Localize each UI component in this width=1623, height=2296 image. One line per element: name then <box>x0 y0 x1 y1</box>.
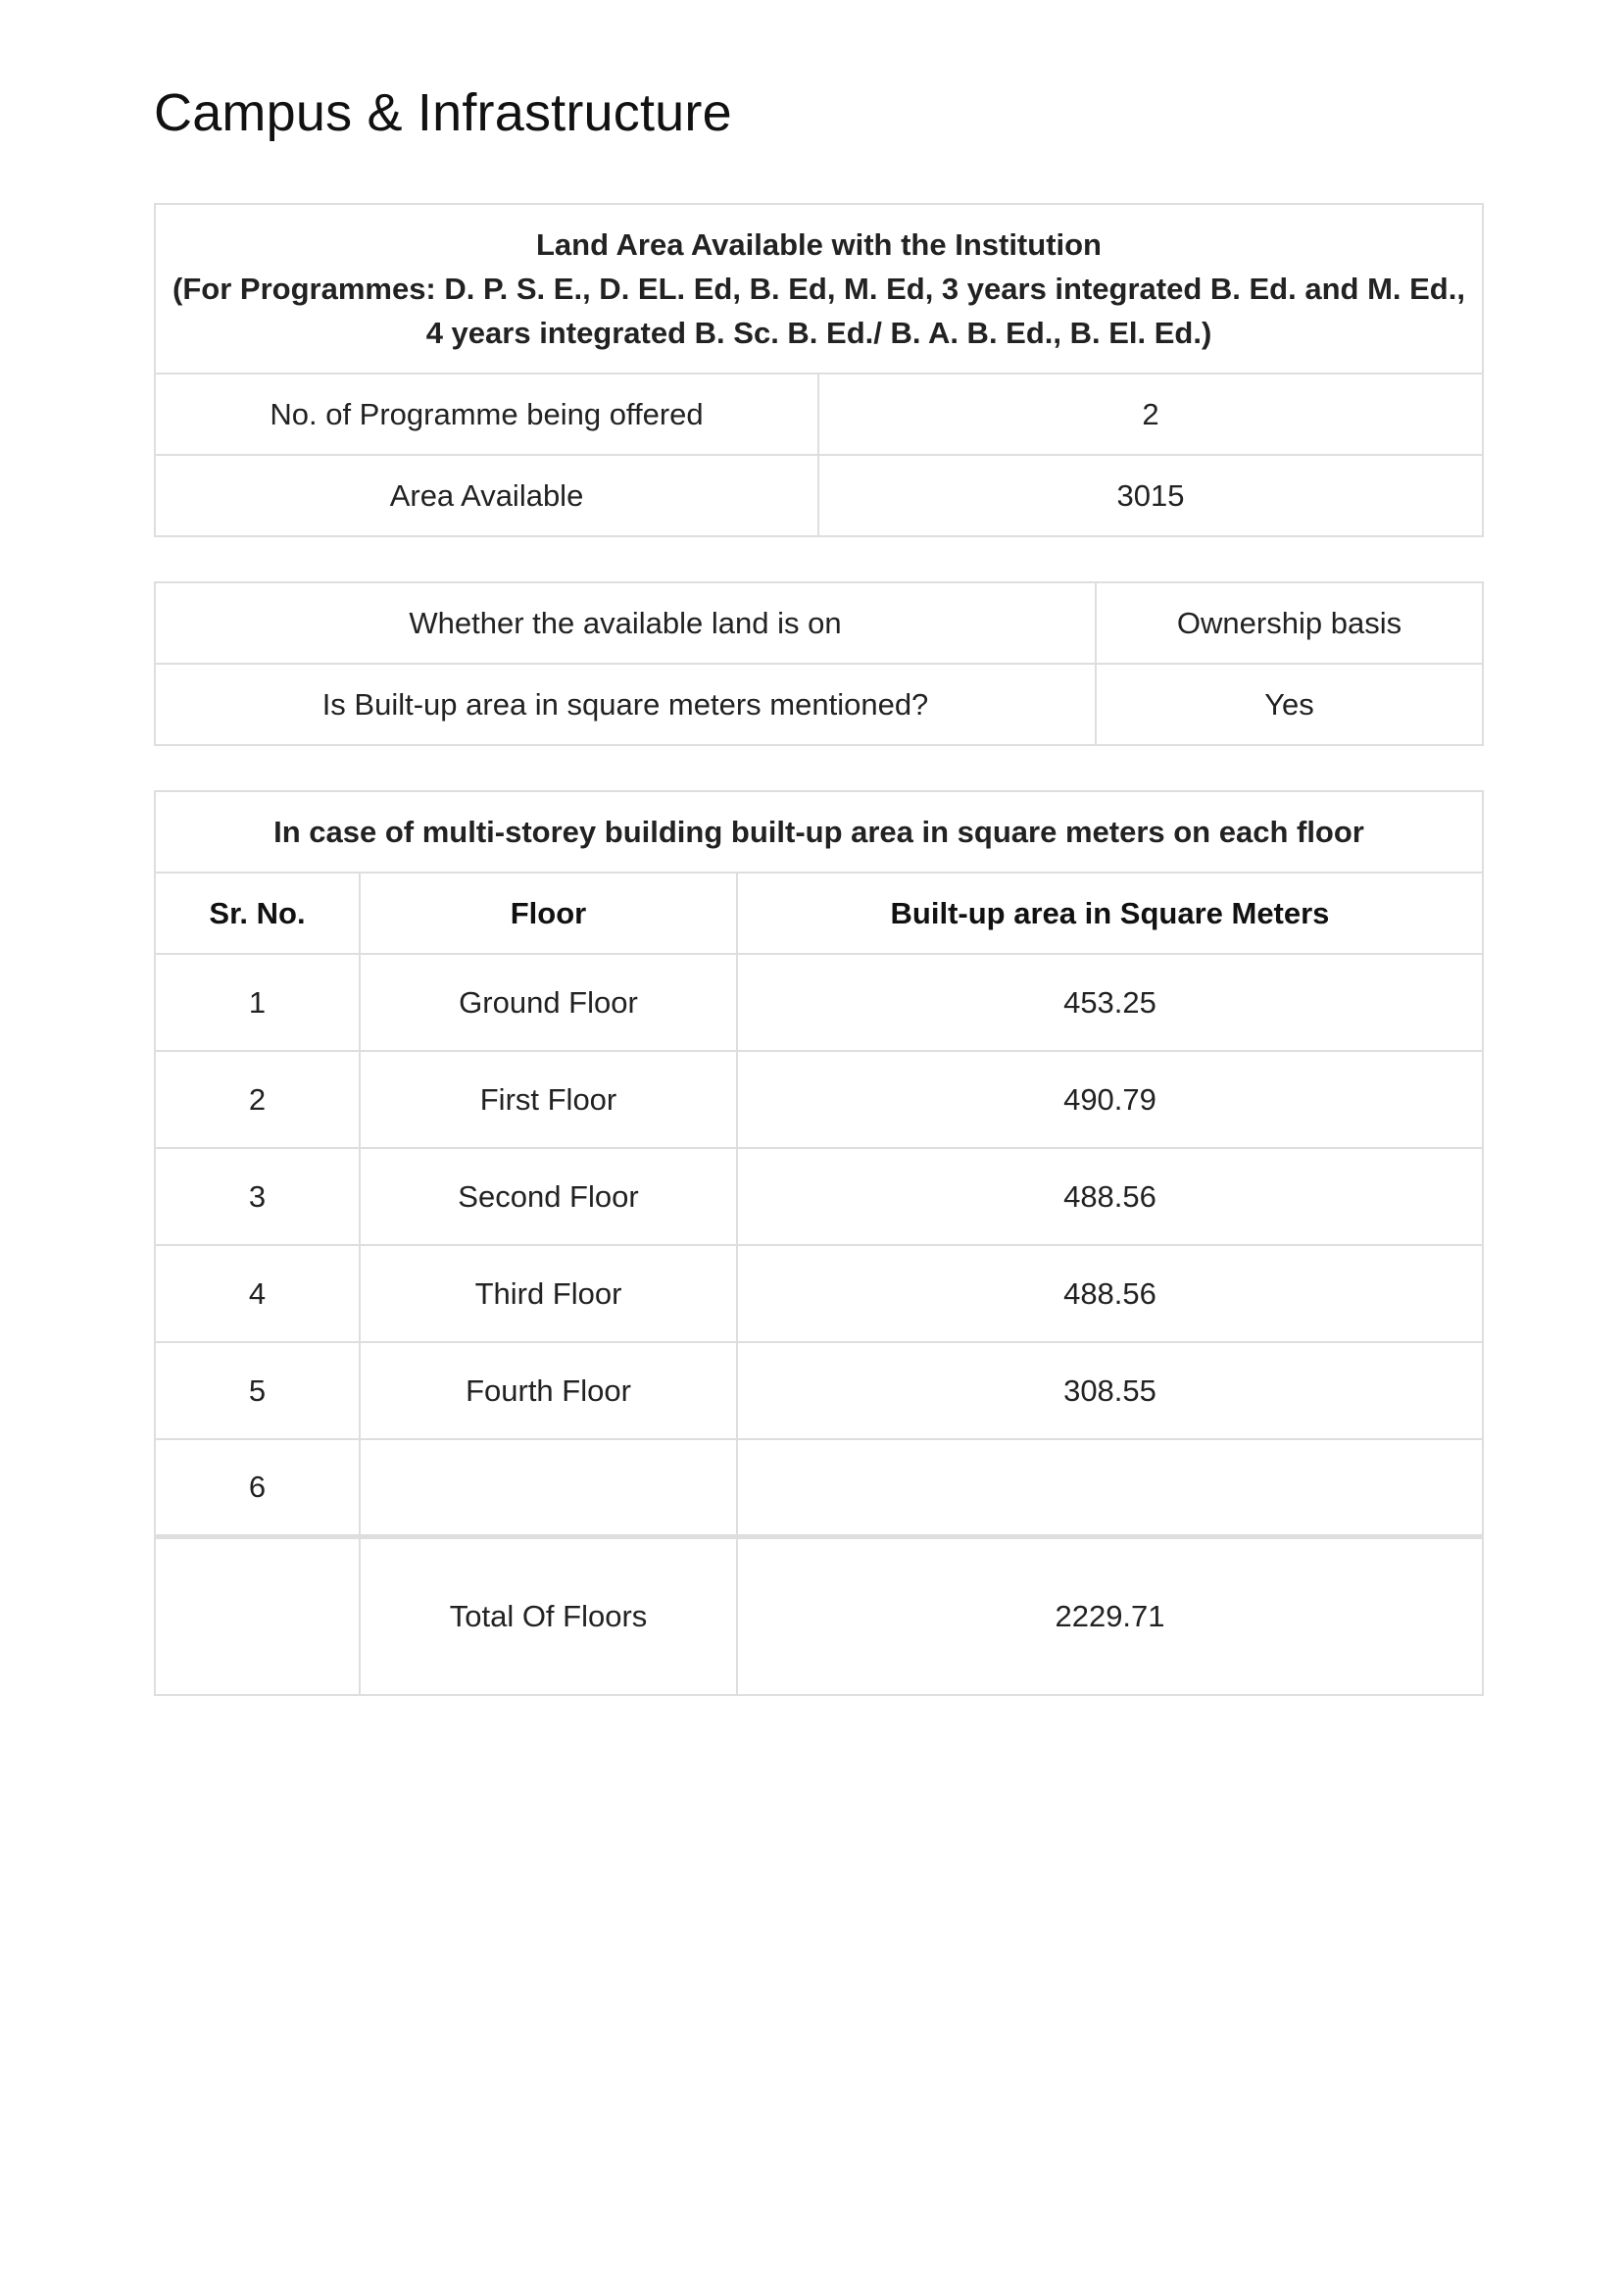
table-row <box>155 954 1483 1051</box>
table-row <box>155 1148 1483 1245</box>
page-title: Campus & Infrastructure <box>154 83 732 142</box>
table-row <box>155 582 1483 664</box>
floors-caption: In case of multi-storey building built-up area in square meters on each floor <box>155 791 1483 873</box>
floors-header-row <box>155 873 1483 954</box>
programmes-offered-value: 2 <box>818 374 1483 455</box>
programmes-offered-label: No. of Programme being offered <box>155 374 818 455</box>
area-cell <box>737 1439 1483 1536</box>
column-header-sr-no: Sr. No. <box>155 873 360 954</box>
floor-cell: Ground Floor <box>360 954 737 1051</box>
floors-table <box>154 790 1484 1696</box>
total-row <box>155 1536 1483 1695</box>
sr-no-cell: 4 <box>155 1245 360 1342</box>
area-available-label: Area Available <box>155 455 818 536</box>
table-row <box>155 1245 1483 1342</box>
builtup-mentioned-value: Yes <box>1096 664 1483 745</box>
area-cell: 490.79 <box>737 1051 1483 1148</box>
table-row <box>155 664 1483 745</box>
land-area-heading-row <box>155 204 1483 374</box>
land-basis-label: Whether the available land is on <box>155 582 1096 664</box>
area-available-value: 3015 <box>818 455 1483 536</box>
total-label: Total Of Floors <box>360 1536 737 1695</box>
sr-no-cell: 5 <box>155 1342 360 1439</box>
floor-cell: Third Floor <box>360 1245 737 1342</box>
area-cell: 453.25 <box>737 954 1483 1051</box>
table-row <box>155 455 1483 536</box>
land-area-heading-programmes: (For Programmes: D. P. S. E., D. EL. Ed, B. Ed, M. Ed, 3 years integrated B. Ed. and M. Ed., 4 years integrated B. Sc. B. Ed./ B. A. B. Ed., B. El. Ed.) <box>172 272 1465 350</box>
area-cell: 308.55 <box>737 1342 1483 1439</box>
floors-caption-row <box>155 791 1483 873</box>
sr-no-cell: 3 <box>155 1148 360 1245</box>
total-area-value: 2229.71 <box>737 1536 1483 1695</box>
builtup-mentioned-label: Is Built-up area in square meters mentioned? <box>155 664 1096 745</box>
table-row <box>155 374 1483 455</box>
sr-no-cell: 1 <box>155 954 360 1051</box>
floor-cell: First Floor <box>360 1051 737 1148</box>
land-basis-value: Ownership basis <box>1096 582 1483 664</box>
floor-cell: Second Floor <box>360 1148 737 1245</box>
column-header-area: Built-up area in Square Meters <box>737 873 1483 954</box>
floor-cell <box>360 1439 737 1536</box>
area-cell: 488.56 <box>737 1148 1483 1245</box>
land-area-heading <box>155 204 1483 374</box>
table-row <box>155 1342 1483 1439</box>
table-row <box>155 1051 1483 1148</box>
column-header-floor: Floor <box>360 873 737 954</box>
land-basis-table <box>154 581 1484 746</box>
sr-no-cell: 2 <box>155 1051 360 1148</box>
land-area-heading-title: Land Area Available with the Institution <box>536 227 1102 262</box>
total-sr-cell <box>155 1536 360 1695</box>
land-area-table <box>154 203 1484 537</box>
table-row <box>155 1439 1483 1536</box>
floor-cell: Fourth Floor <box>360 1342 737 1439</box>
sr-no-cell: 6 <box>155 1439 360 1536</box>
area-cell: 488.56 <box>737 1245 1483 1342</box>
